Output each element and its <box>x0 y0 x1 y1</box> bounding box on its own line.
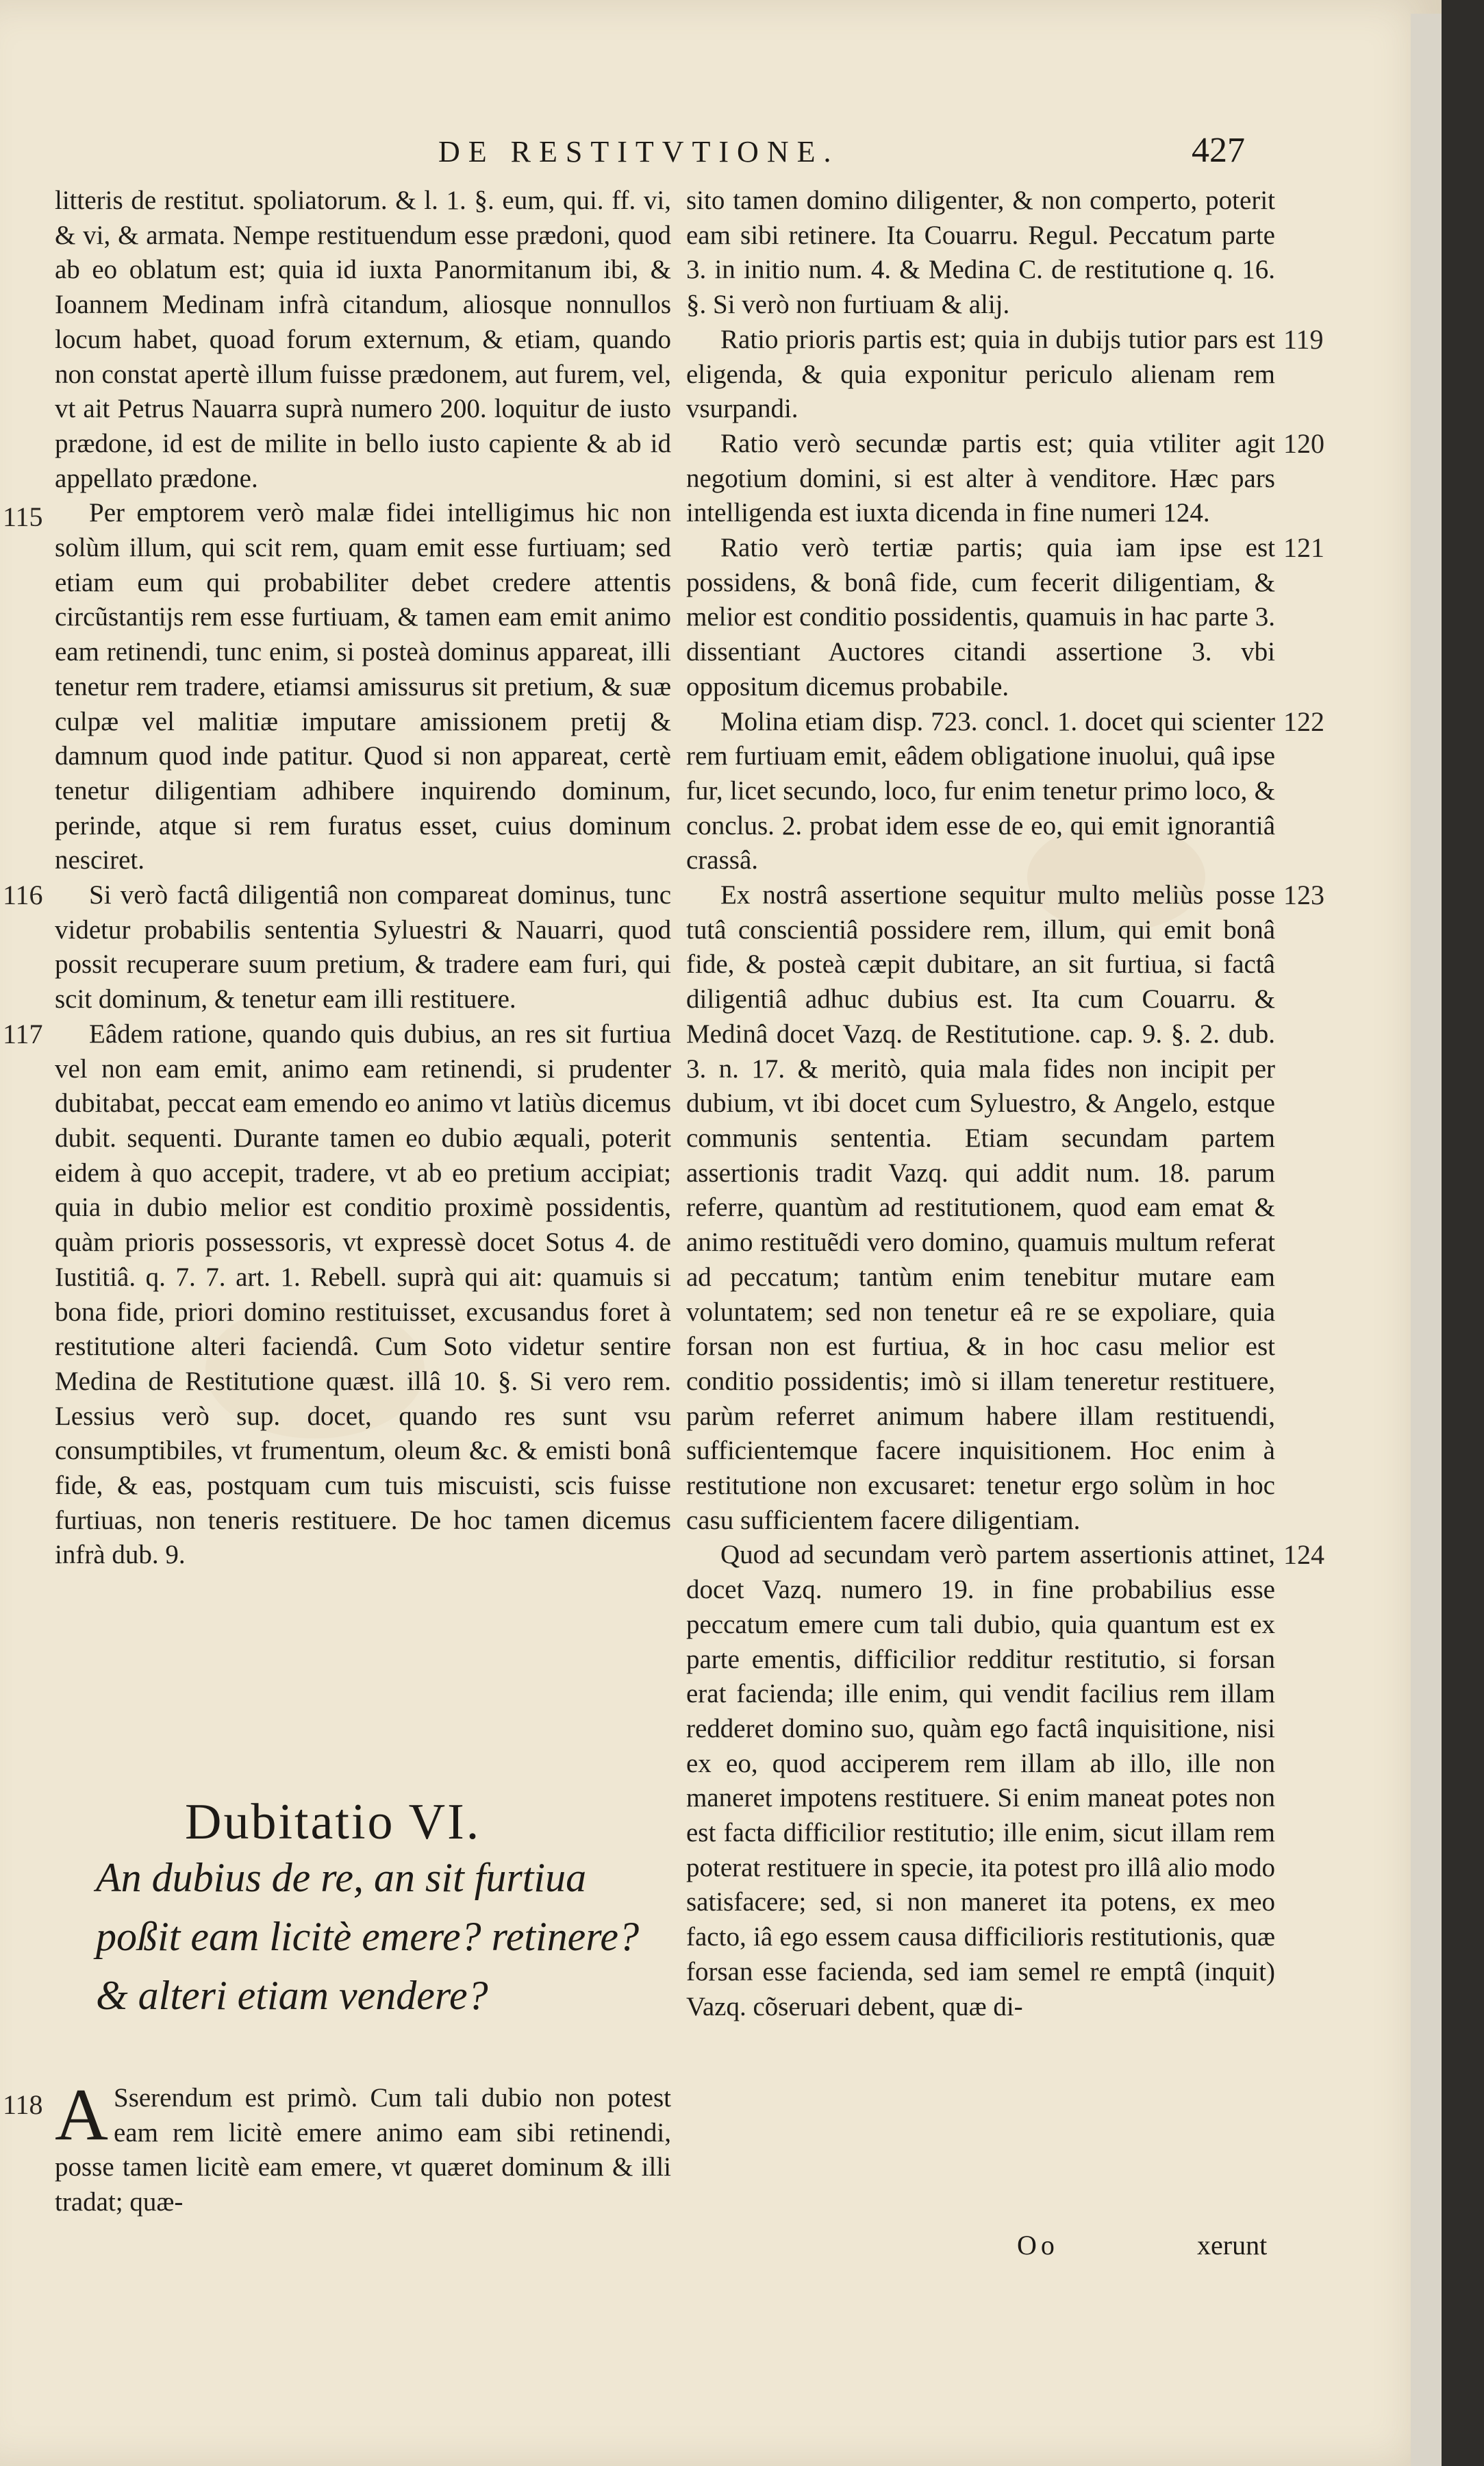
section-heading: Dubitatio VI. <box>185 1794 481 1850</box>
margin-number: 116 <box>3 880 43 911</box>
paragraph <box>55 2074 671 2220</box>
page-number: 427 <box>1192 131 1245 170</box>
numbered-paragraph <box>686 531 1324 705</box>
right-column <box>686 184 1324 2024</box>
paragraph: Ex nostrâ assertione sequitur multo meliùs posse tutâ conscientiâ possidere rem, illum, qui emit bonâ fide, & posteà cæpit dubitare, an sit furtiua, si factâ diligentiâ adhuc dubius est. Ita cum Couarru. & Medinâ docet Vazq. de Restitutione. cap. 9. §. 2. dub. 3. n. 17. & meritò, quia mala fides non incipit per dubium, vt ibi docet cum Syluestro, & Angelo, estque communis sententia. Etiam secundam partem assertionis tradit Vazq. qui addit num. 18. parum referre, quantùm ad restitutionem, quod eam emat & animo restituẽdi vero domino, quamuis multum referat ad peccatum; tantùm enim tenebitur mutare eam voluntatem; sed non tenetur eâ re se expoliare, quia forsan non est furtiua, & in hoc casu melior est conditio possidentis; imò si illam teneretur restituere, parùm referret animum habere illam restituendi, sufficientemque facere inquisitionem. Hoc enim à restitutione non excusaret: tenetur ergo solùm in hoc casu sufficientem facere diligentiam. <box>686 880 1275 1535</box>
left-column-bottom <box>3 2074 671 2220</box>
numbered-paragraph <box>686 705 1324 879</box>
numbered-paragraph <box>686 878 1324 1538</box>
paragraph: sito tamen domino diligenter, & non comperto, poterit eam sibi retinere. Ita Couarru. Regul. Peccatum parte 3. in initio num. 4. & Medina C. de restitutione q. 16. §. Si verò non furtiuam & alij. <box>686 186 1275 320</box>
paragraph: Ratio prioris partis est; quia in dubijs tutior pars est eligenda, & quia exponitur periculo alienam rem vsurpandi. <box>686 324 1275 424</box>
page-footer <box>0 2229 1411 2270</box>
numbered-paragraph <box>3 1017 671 1573</box>
margin-number: 123 <box>1283 880 1324 911</box>
left-column <box>3 184 671 1573</box>
paragraph: Quod ad secundam verò partem assertionis attinet, docet Vazq. numero 19. in fine probabilius esse peccatum emere cum tali dubio, quia quantum est ex parte ementis, difficilior redditur restitutio, si forsan erat facienda; ille enim, qui vendit facilius rem illam redderet domino suo, quàm ego factâ inquisitione, nisi ex eo, quod acciperem rem illam ab illo, ille non maneret impotens restituere. Si enim maneat potes non est facta difficilior restitutio; ille enim, sicut illam rem poterat restituere in specie, ita potest pro illâ alio modo satisfacere; sed, si non maneret ita potens, ex meo facto, iâ ego essem causa difficilioris restitutionis, quæ forsan esse facienda, sed iam semel re emptâ (inquit) Vazq. cõseruari debent, quæ di- <box>686 1540 1275 2021</box>
running-title: DE RESTITVTIONE. <box>438 135 840 169</box>
scan-background <box>1442 0 1484 2466</box>
paragraph: Ratio verò secundæ partis est; quia vtiliter agit negotium domini, si est alter à venditore. Hæc pars intelligenda est iuxta dicenda in fine numeri 124. <box>686 428 1275 528</box>
margin-number: 121 <box>1283 532 1324 564</box>
numbered-paragraph <box>3 2074 671 2220</box>
margin-number: 115 <box>3 501 43 533</box>
drop-capital: A <box>55 2074 108 2156</box>
margin-number: 122 <box>1283 706 1324 737</box>
catchword: xerunt <box>1197 2230 1268 2260</box>
section-question: An dubius de re, an sit furtiua poßit eam licitè emere? retinere? & alteri etiam vendere? <box>96 1855 640 2018</box>
paragraph: Per emptorem verò malæ fidei intelligimus hic non solùm illum, qui scit rem, quam emit esse furtiuam; sed etiam eum qui probabiliter debet credere attentis circũstantijs rem esse furtiuam, & tamen eam emit animo eam retinendi, tunc enim, si posteà dominus appareat, illi tenetur rem tradere, etiamsi amissurus sit pretium, & suæ culpæ vel malitiæ imputare amissionem pretij & damnum quod inde patitur. Quod si non appareat, certè tenetur diligentiam adhibere inquirendo dominum, perinde, atque si rem furatus esset, cuius dominum nesciret. <box>55 498 671 875</box>
margin-number: 120 <box>1283 427 1324 459</box>
running-head <box>0 131 1411 175</box>
margin-number: 124 <box>1283 1539 1324 1571</box>
signature-mark: Oo <box>1017 2230 1059 2260</box>
margin-number: 118 <box>3 2089 43 2120</box>
numbered-paragraph <box>686 323 1324 427</box>
paragraph: litteris de restitut. spoliatorum. & l. 1. §. eum, qui. ff. vi, & vi, & armata. Nempe restituendum esse prædoni, quod ab eo oblatum est; quia id iuxta Panormitanum ibi, & Ioannem Medinam infrà citandum, aliosque nonnullos locum habet, quoad forum externum, & etiam, quando non constat apertè illum fuisse prædonem, aut furem, vel, vt ait Petrus Nauarra suprà numero 200. loquitur de iusto prædone, id est de milite in bello iusto capiente & ab id appellato prædone. <box>55 186 671 493</box>
paragraph: Molina etiam disp. 723. concl. 1. docet qui scienter rem furtiuam emit, eâdem obligatione inuolui, quâ ipse fur, licet secundo, loco, fur enim tenetur primo loco, & conclus. 2. probat idem esse de eo, qui emit ignorantiâ crassâ. <box>686 706 1275 875</box>
paragraph: Si verò factâ diligentiâ non compareat dominus, tunc videtur probabilis sententia Syluestri & Nauarri, quod possit recuperare suum pretium, & tradere eam furi, qui scit dominum, & tenetur eam illi restituere. <box>55 880 671 1014</box>
paragraph-text: Sserendum est primò. Cum tali dubio non potest eam rem licitè emere animo eam sibi retinendi, posse tamen licitè eam emere, vt quæret dominum & illi tradat; quæ- <box>55 2083 671 2217</box>
margin-number: 117 <box>3 1018 43 1049</box>
page-edge-shadow <box>1411 14 1442 2466</box>
numbered-paragraph <box>686 427 1324 531</box>
paragraph: Ratio verò tertiæ partis; quia iam ipse est possidens, & bonâ fide, cum fecerit diligentiam, & melior est conditio possidentis, quamuis in hac parte 3. dissentiant Auctores citandi assertione 3. vbi oppositum dicemus probabile. <box>686 533 1275 701</box>
numbered-paragraph <box>3 878 671 1017</box>
numbered-paragraph <box>686 1538 1324 2024</box>
numbered-paragraph <box>3 496 671 878</box>
margin-number: 119 <box>1283 323 1324 355</box>
paragraph: Eâdem ratione, quando quis dubius, an res sit furtiua vel non eam emit, animo eam retinendi, si prudenter dubitabat, peccat eam emendo eo animo vt latiùs dicemus dubit. sequenti. Durante tamen eo dubio æquali, poterit eidem à quo accepit, tradere, vt ab eo pretium accipiat; quia in dubio melior est conditio proximè possidentis, quàm prioris possessoris, vt expressè docet Sotus 4. de Iustitiâ. q. 7. 7. art. 1. Rebell. suprà qui ait: quamuis si bona fide, priori domino restituisset, excusandus foret à restitutione alteri faciendâ. Cum Soto videtur sentire Medina de Restitutione quæst. illâ 10. §. Si vero rem. Lessius verò sup. docet, quando res sunt vsu consumptibiles, vt frumentum, oleum &c. & emisti bonâ fide, & eas, postquam cum tuis miscuisti, scis fuisse furtiuas, non teneris restituere. De hoc tamen dicemus infrà dub. 9. <box>55 1019 671 1570</box>
